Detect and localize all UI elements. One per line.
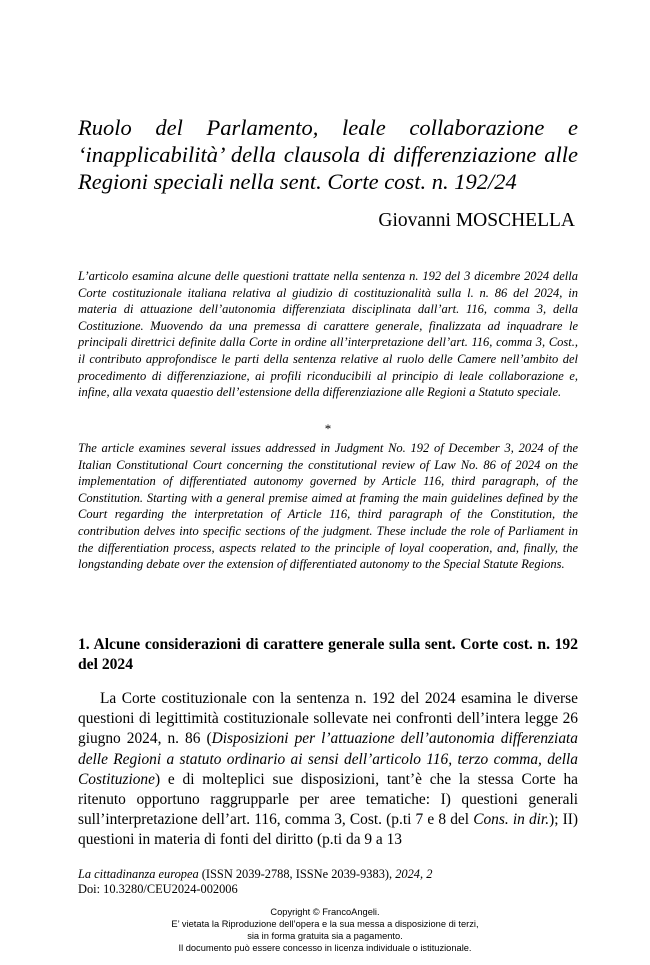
copyright-line-2: E’ vietata la Riproduzione dell’opera e la sua messa a disposizione di terzi, — [171, 919, 479, 929]
abstract-italian: L’articolo esamina alcune delle questioni trattate nella sentenza n. 192 del 3 dicembre 2024 della Corte costituzionale italiana relativa al giudizio di costituzionalità sulla l. n. 86 del 2024, in materia di attuazione dell’autonomia differenziata disciplinata dall’art. 116, comma 3, della Costituzione. Muovendo da una premessa di carattere generale, finalizzata ad inquadrare le principali direttrici definite dalla Corte in ordine all’interpretazione dell’art. 116, comma 3, Cost., il contributo approfondisce le parti della sentenza relative al ruolo delle Camere nell’ambito del procedimento di differenziazione, ai profili riconducibili al principio di leale collaborazione e, infine, alla vexata quaestio dell’estensione della differenziazione alle Regioni a Statuto speciale. — [78, 269, 578, 400]
copyright-line-3: sia in forma gratuita sia a pagamento. — [247, 931, 403, 941]
abstract-separator: * — [324, 421, 332, 436]
copyright-notice — [0, 906, 650, 954]
doi: Doi: 10.3280/CEU2024-002006 — [78, 882, 238, 896]
paragraph-text-1: La Corte costituzionale con la sentenza n. 192 del 2024 esamina le diverse questioni di legittimità costituzionale sollevate nei confronti dell’intera legge 26 giugno 2024, n. 86 ( — [78, 690, 578, 748]
journal-issue: 2024, 2 — [395, 867, 433, 881]
paragraph-text-3: ); II) questioni in materia di fonti del diritto (p.ti da 9 a 13 — [78, 811, 579, 849]
law-title: Disposizioni per l’attuazione dell’autonomia differenziata delle Regioni a statuto ordinario ai sensi dell’articolo 116, terzo comma, della Costituzione — [78, 730, 578, 788]
cons-dir-reference: Cons. in dir. — [473, 811, 550, 829]
abstract-english: The article examines several issues addressed in Judgment No. 192 of December 3, 2024 of the Italian Constitutional Court concerning the constitutional review of Law No. 86 of 2024 on the implementation of differentiated autonomy governed by Article 116, third paragraph, of the Constitution. Starting with a general premise aimed at framing the main guidelines defined by the Court regarding the interpretation of Article 116, third paragraph of the Constitution, the contribution delves into specific sections of the judgment. These include the role of Parliament in the differentiation process, aspects related to the principle of loyal cooperation, and, finally, the longstanding debate over the extension of differentiated autonomy to the Special Statute Regions. — [78, 441, 578, 572]
copyright-line-1: Copyright © FrancoAngeli. — [270, 907, 380, 917]
body-paragraph — [78, 689, 578, 851]
journal-issn: (ISSN 2039-2788, ISSNe 2039-9383), — [198, 867, 396, 881]
journal-name: La cittadinanza europea — [78, 867, 199, 881]
article-title: Ruolo del Parlamento, leale collaborazione e ‘inapplicabilità’ della clausola di differenziazione alle Regioni speciali nella sent. Corte cost. n. 192/24 — [78, 115, 578, 194]
journal-citation — [78, 867, 578, 882]
author-name: Giovanni MOSCHELLA — [378, 210, 575, 231]
section-heading: 1. Alcune considerazioni di carattere generale sulla sent. Corte cost. n. 192 del 2024 — [78, 636, 578, 673]
copyright-line-4: Il documento può essere concesso in licenza individuale o istituzionale. — [178, 943, 472, 953]
paragraph-text-2: ) e di molteplici sue disposizioni, tant’è che la stessa Corte ha ritenuto opportuno raggrupparle per aree tematiche: I) questioni generali sull’interpretazione dell’art. 116, comma 3, Cost. (p.ti 7 e 8 del — [78, 770, 578, 829]
journal-reference — [78, 867, 578, 897]
